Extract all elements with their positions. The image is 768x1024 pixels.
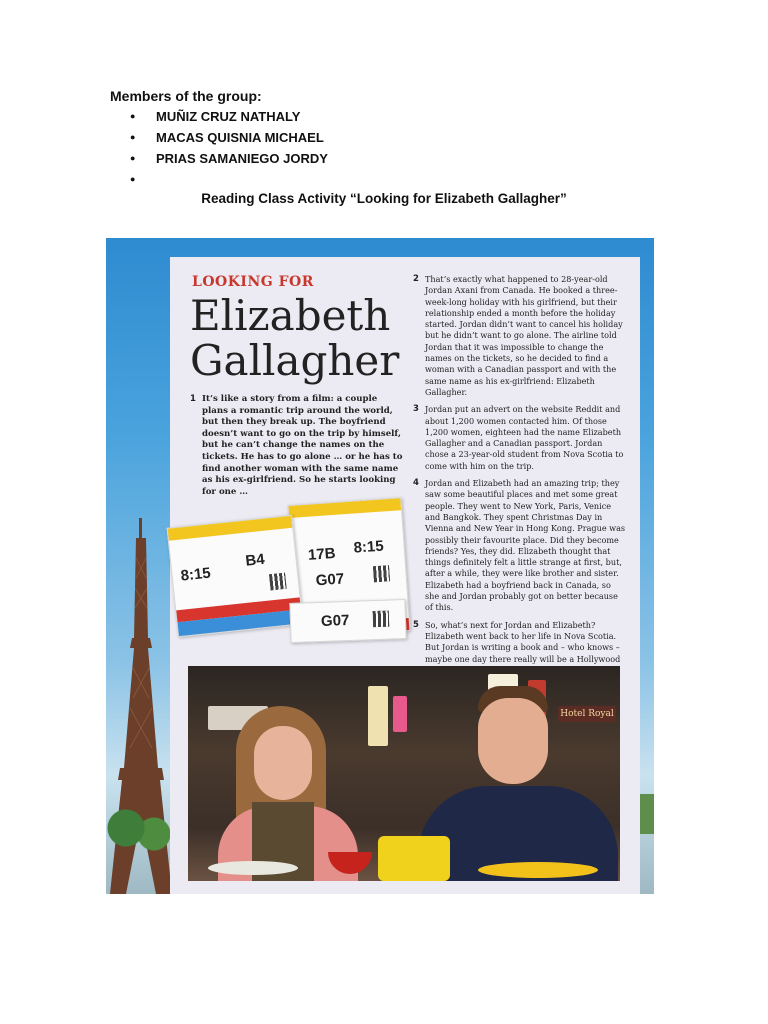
article-column-right bbox=[413, 274, 626, 682]
trees-decoration bbox=[106, 798, 170, 858]
neon-sign bbox=[393, 696, 407, 732]
magazine-image bbox=[106, 238, 654, 894]
headline-line-2: Gallagher bbox=[190, 336, 400, 385]
ticket-bottom bbox=[289, 599, 406, 643]
yellow-plate bbox=[478, 862, 598, 878]
member-item: ● MUÑIZ CRUZ NATHALY bbox=[130, 108, 328, 129]
members-list bbox=[130, 108, 328, 192]
couple-photo bbox=[188, 666, 620, 881]
ticket-gate: G07 bbox=[315, 570, 345, 590]
article-headline bbox=[190, 293, 420, 383]
paragraph-text: That’s exactly what happened to 28-year-old Jordan Axani from Canada. He booked a three-week-long holiday with his girlfriend, but their relationship ended a month before the holiday started. Jordan didn’t want to cancel his holiday but he didn’t want to go alone. The airline told Jordan that it was impossible to change the names on the tickets, so he decided to find a woman with a Canadian passport and with the same name as his ex-girlfriend: Elizabeth Gallagher. bbox=[425, 274, 623, 397]
ticket-seat: 17B bbox=[307, 544, 337, 564]
members-heading: Members of the group: bbox=[110, 88, 262, 104]
paragraph-number: 5 bbox=[413, 619, 419, 630]
paragraph-text: So, what’s next for Jordan and Elizabeth? Elizabeth went back to her life in Nova Scotia. But Jordan is writing a book and – who knows – maybe one day there really will be a Hollywood bbox=[425, 619, 621, 664]
paragraph-text: It’s like a story from a film: a couple plans a romantic trip around the world, but then they break up. The boyfriend doesn’t want to go on the trip by himself, but he can’t change the names on the tickets. He has to go alone … or he has to find another woman with the same name as his ex-girlfriend. So he starts looking for one … bbox=[202, 394, 403, 497]
hotel-sign-text: Hotel Royal bbox=[560, 709, 614, 719]
plate bbox=[208, 861, 298, 875]
paragraph-2 bbox=[413, 274, 626, 398]
ticket-seat: B4 bbox=[244, 550, 266, 570]
member-item: ● MACAS QUISNIA MICHAEL bbox=[130, 129, 328, 150]
article-kicker: LOOKING FOR bbox=[192, 274, 314, 290]
qr-code-icon bbox=[373, 565, 390, 582]
paragraph-number: 2 bbox=[413, 274, 419, 284]
paragraph-4 bbox=[413, 478, 626, 614]
paragraph-text: Jordan put an advert on the website Reddit and about 1,200 women contacted him. Of those 1,200 women, eighteen had the name Elizabeth Gallagher and a Canadian passport. Jordan chose a 23-year-old student from Nova Scotia to come with him on the trip. bbox=[425, 404, 624, 471]
member-item-empty bbox=[130, 171, 328, 192]
ticket-front bbox=[167, 515, 304, 638]
activity-title: Reading Class Activity “Looking for Elizabeth Gallagher” bbox=[201, 191, 567, 206]
member-item: ● PRIAS SAMANIEGO JORDY bbox=[130, 150, 328, 171]
ticket-gate: G07 bbox=[320, 611, 350, 630]
paragraph-number: 1 bbox=[190, 394, 196, 404]
headline-line-1: Elizabeth bbox=[190, 291, 391, 340]
qr-code-icon bbox=[373, 611, 390, 628]
paragraph-1 bbox=[190, 394, 405, 498]
qr-code-icon bbox=[269, 573, 287, 591]
plane-tickets-illustration bbox=[170, 501, 410, 651]
ticket-time: 8:15 bbox=[179, 564, 212, 585]
paragraph-number: 4 bbox=[413, 478, 419, 489]
neon-sign bbox=[368, 686, 388, 746]
yellow-container bbox=[378, 836, 450, 881]
paragraph-text: Jordan and Elizabeth had an amazing trip; they saw some beautiful places and met some great people. They went to New York, Paris, Venice and Bangkok. They spent Christmas Day in Vienna and New Year in Hong Kong. Prague was possibly their favourite place. Did they become friends? Yes, they did. Elizabeth thought that things definitely felt a little strange at first, but, after a while, they were like brother and sister. Elizabeth had a boyfriend back in Canada, so she and Jordan probably got on better because of this. bbox=[425, 478, 626, 613]
ticket-time: 8:15 bbox=[353, 537, 385, 557]
tree-decoration bbox=[640, 794, 654, 834]
paragraph-number: 3 bbox=[413, 404, 419, 415]
paragraph-3 bbox=[413, 404, 626, 472]
